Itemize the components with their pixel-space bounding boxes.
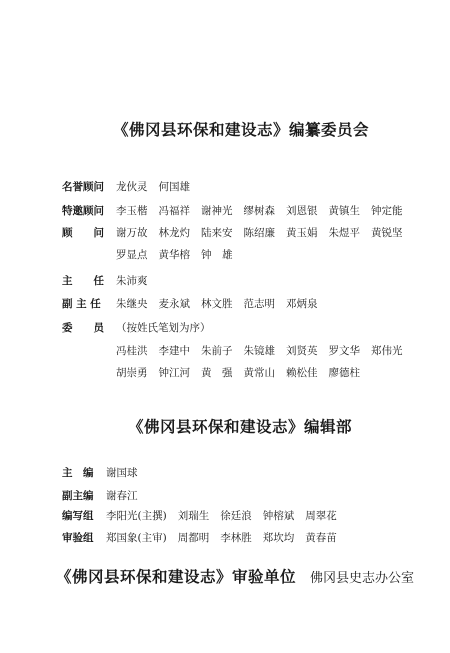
honorary-advisors-label: 名誉顾问 [62,181,104,193]
writing-group-names [106,508,348,523]
deputy-editor-names [106,488,149,503]
chief-editor-names [106,465,149,480]
person-name: 朱沛爽 [116,275,148,287]
person-name: 麦永斌 [158,298,190,310]
person-name: 谢春江 [106,490,138,502]
director-names [116,273,159,288]
person-name: 徐廷浪 [220,510,252,522]
person-name: 谢国球 [106,467,138,479]
person-name: 黄锐坚 [371,227,403,239]
person-name: 范志明 [243,298,275,310]
person-name: 李建中 [158,345,190,357]
members-names-row2 [116,365,371,380]
person-name: 李林胜 [220,532,252,544]
person-name: 刘贤英 [286,345,318,357]
review-unit-title: 《佛冈县环保和建设志》审验单位 [56,567,297,586]
person-name: 冯桂洪 [116,345,148,357]
person-name: 林文胜 [201,298,233,310]
members-names-row1 [116,343,414,358]
editorial-title: 《佛冈县环保和建设志》编辑部 [128,417,353,436]
person-name: 朱镜雄 [243,345,275,357]
person-name: 黄春苗 [305,532,337,544]
person-name: 罗显点 [116,249,148,261]
committee-title: 《佛冈县环保和建设志》编纂委员会 [113,120,370,139]
person-name: 黄镇生 [328,205,360,217]
review-group-label: 审验组 [62,532,94,544]
person-name: 何国雄 [158,181,190,193]
person-name: 钟榕斌 [262,510,295,522]
person-name: 龙伙灵 [116,181,148,193]
person-name: 谢万故 [116,227,148,239]
person-name: 周翠花 [305,510,337,522]
person-name: 陆来安 [201,227,233,239]
person-name: 朱前子 [201,345,233,357]
person-name: 谢神光 [201,205,233,217]
person-name: 李玉楷 [116,205,148,217]
person-name: 钟定能 [371,205,403,217]
person-name: 罗文华 [328,345,360,357]
person-name: 郑伟光 [371,345,403,357]
person-name: 胡崇勇 [116,367,148,379]
deputy-director-names [116,296,329,311]
honorary-advisors-names [116,179,201,194]
person-name: 陈绍廉 [243,227,275,239]
person-name: 朱煜平 [328,227,360,239]
advisors-names-row1 [116,225,414,240]
deputy-editor-label: 副主编 [62,490,94,502]
person-name: 黄华榕 [158,249,190,261]
person-name: 钟江河 [158,367,190,379]
person-name: 郑国象(主审) [106,532,167,544]
special-advisors-names [116,203,414,218]
person-name: 郑坎均 [262,532,295,544]
members-label: 委 员 [62,322,104,334]
person-name: 黄玉娟 [286,227,318,239]
person-name: 冯福祥 [158,205,190,217]
review-group-names [106,530,348,545]
person-name: 刘恩银 [286,205,318,217]
person-name: 刘瑞生 [177,510,210,522]
person-name: 黄 强 [201,367,233,379]
person-name: 钟 雄 [201,249,233,261]
person-name: 邓炳泉 [286,298,318,310]
review-unit-name: 佛冈县史志办公室 [310,571,415,586]
special-advisors-label: 特邀顾问 [62,205,104,217]
person-name: 周都明 [177,532,210,544]
members-sort-note: （按姓氏笔划为序） [116,322,211,334]
chief-editor-label: 主 编 [62,467,94,479]
person-name: 赖松佳 [286,367,318,379]
writing-group-label: 编写组 [62,510,94,522]
director-label: 主 任 [62,275,104,287]
person-name: 廖德柱 [328,367,360,379]
deputy-director-label: 副 主 任 [62,298,101,310]
person-name: 林龙灼 [158,227,190,239]
advisors-names-row2 [116,247,244,262]
advisors-label: 顾 问 [62,227,104,239]
person-name: 李阳光(主撰) [106,510,167,522]
person-name: 朱继央 [116,298,148,310]
person-name: 黄常山 [243,367,275,379]
person-name: 缪树森 [243,205,275,217]
